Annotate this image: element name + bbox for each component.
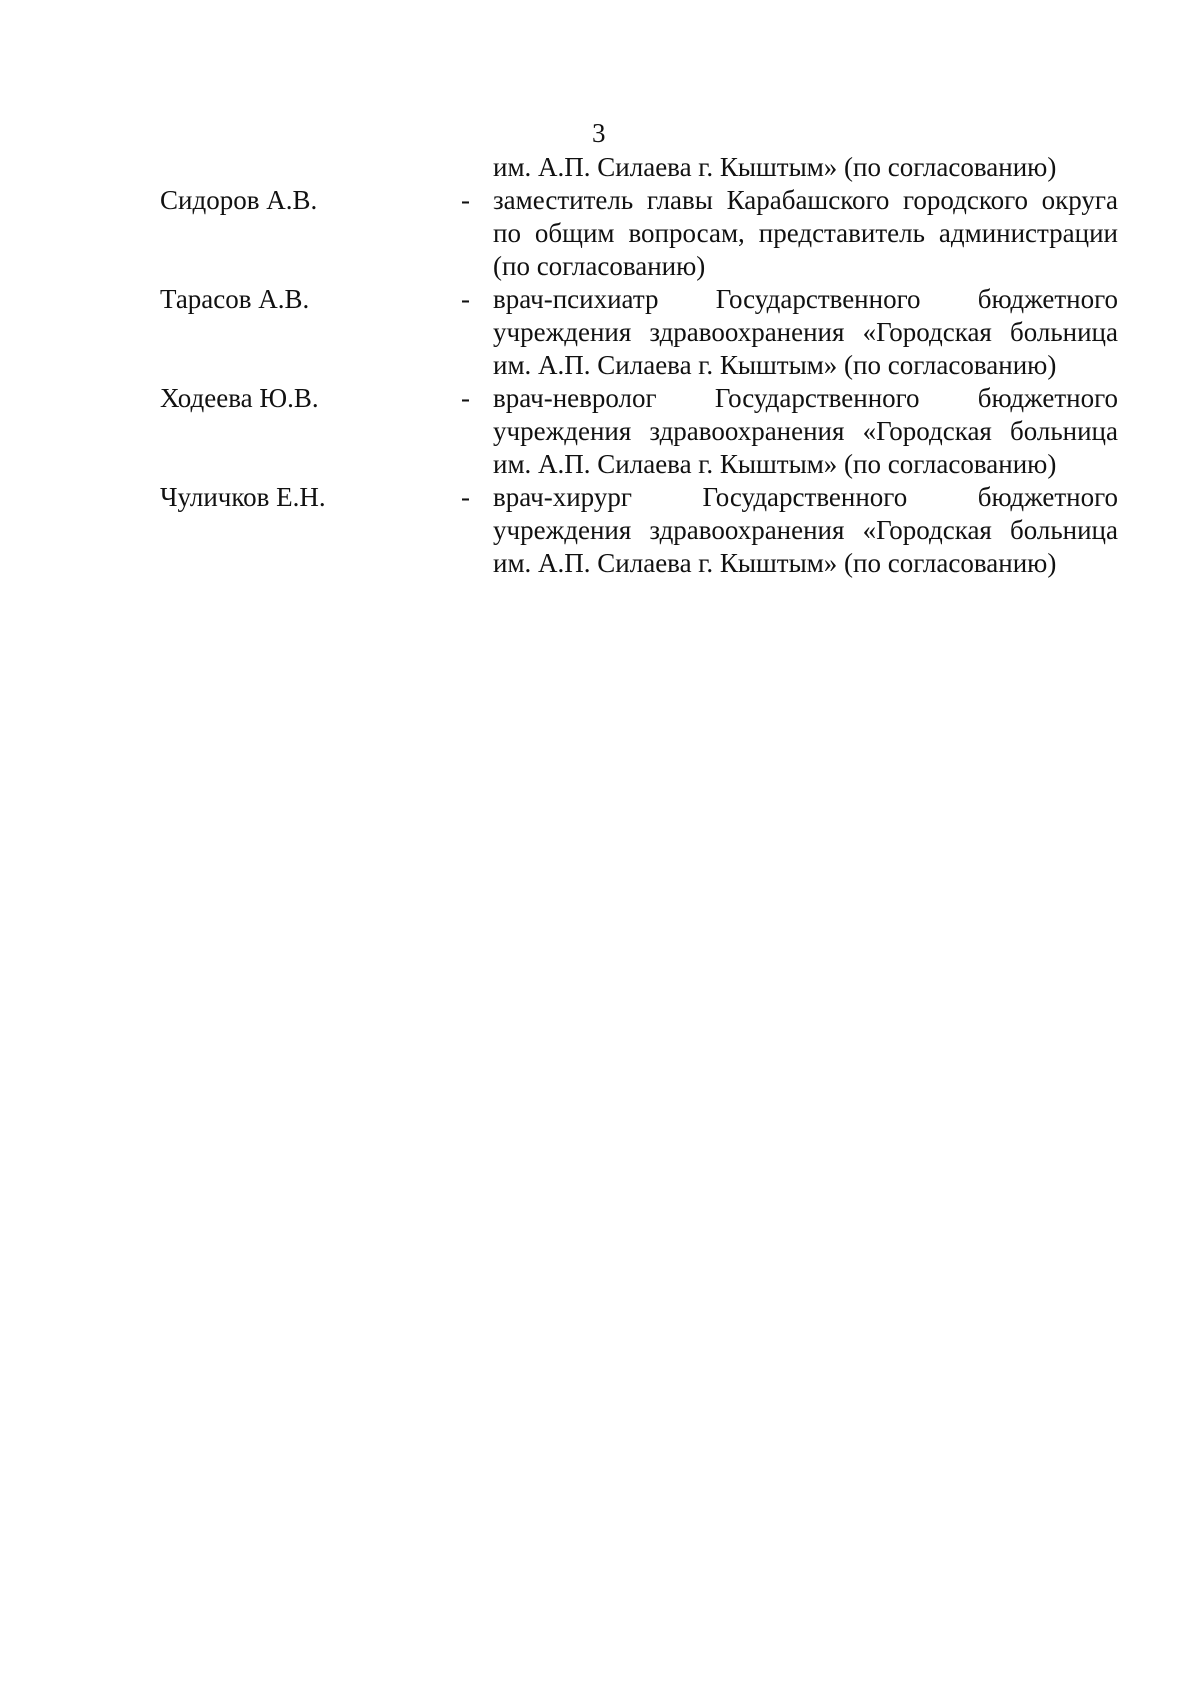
member-name: Сидоров А.В. bbox=[160, 185, 318, 215]
member-name: Чуличков Е.Н. bbox=[160, 482, 326, 512]
member-entry bbox=[0, 283, 1200, 382]
role-line: врач-невролог Государственного бюджетного bbox=[493, 383, 1118, 413]
member-entry bbox=[0, 184, 1200, 283]
role-line: (по согласованию) bbox=[493, 251, 706, 281]
role-line: учреждения здравоохранения «Городская больница bbox=[493, 317, 1118, 347]
entry-dash: - bbox=[461, 284, 470, 314]
role-line: им. А.П. Силаева г. Кыштым» (по согласованию) bbox=[493, 449, 1057, 479]
member-role bbox=[493, 283, 1118, 382]
member-entry bbox=[0, 481, 1200, 580]
role-line: учреждения здравоохранения «Городская больница bbox=[493, 416, 1118, 446]
continuation-text: им. А.П. Силаева г. Кыштым» (по согласованию) bbox=[493, 152, 1057, 182]
entry-dash: - bbox=[461, 482, 470, 512]
role-line: учреждения здравоохранения «Городская больница bbox=[493, 515, 1118, 545]
role-line: им. А.П. Силаева г. Кыштым» (по согласованию) bbox=[493, 548, 1057, 578]
role-line: врач-хирург Государственного бюджетного bbox=[493, 482, 1118, 512]
role-line: заместитель главы Карабашского городского округа bbox=[493, 185, 1118, 215]
page-number: 3 bbox=[592, 118, 606, 148]
entry-dash: - bbox=[461, 185, 470, 215]
member-entry bbox=[0, 382, 1200, 481]
member-name: Ходеева Ю.В. bbox=[160, 383, 319, 413]
entry-dash: - bbox=[461, 383, 470, 413]
role-line: по общим вопросам, представитель администрации bbox=[493, 218, 1118, 248]
member-role bbox=[493, 382, 1118, 481]
role-line: им. А.П. Силаева г. Кыштым» (по согласованию) bbox=[493, 350, 1057, 380]
member-list bbox=[0, 184, 1200, 580]
role-line: врач-психиатр Государственного бюджетного bbox=[493, 284, 1118, 314]
member-role bbox=[493, 481, 1118, 580]
member-role bbox=[493, 184, 1118, 283]
member-name: Тарасов А.В. bbox=[160, 284, 310, 314]
